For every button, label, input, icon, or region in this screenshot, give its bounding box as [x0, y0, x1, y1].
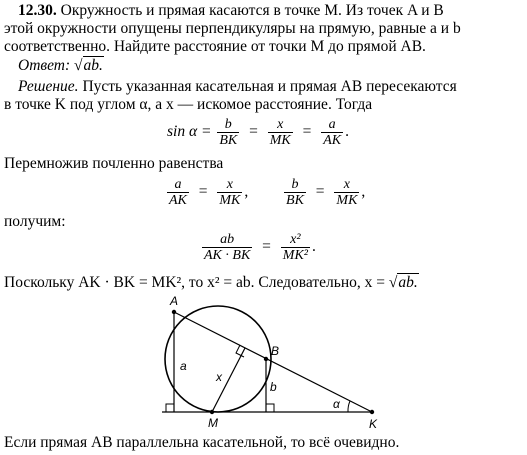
- eq1-f3-num: a: [328, 117, 336, 132]
- eq3-frac-rhs: [281, 232, 310, 263]
- secant-line-ak: [174, 312, 372, 412]
- label-x-length: x: [216, 370, 222, 384]
- eq2-b-rhs-den: MK: [336, 193, 358, 208]
- eq2-a-rhs-den: MK: [219, 193, 241, 208]
- solution-line-4: [4, 213, 66, 231]
- eq2-b-num: b: [291, 177, 299, 192]
- solution-text-5a: Поскольку AK · BK = MK², то x² = ab. Следовательно, x = √: [4, 274, 398, 291]
- solution-line-6: [4, 434, 399, 452]
- answer-radicand: ab.: [83, 57, 103, 74]
- eq2-frac-a-ak: [167, 177, 189, 208]
- right-angle-a: [166, 404, 174, 412]
- eq2-a-den: AK: [169, 193, 187, 208]
- eq2-frac-x-mk-2: [334, 177, 359, 208]
- solution-text-1: Пусть указанная касательная и прямая AB пересекаются: [82, 78, 457, 95]
- label-m-point: M: [208, 416, 218, 430]
- eq3-rhs-den: MK²: [282, 248, 308, 263]
- solution-text-4: получим:: [4, 213, 66, 230]
- eq1-frac-b-bk: [217, 117, 239, 148]
- eq1-tail: .: [345, 123, 349, 141]
- eq1-f1-num: b: [224, 117, 232, 132]
- eq2-a-rhs-num: x: [226, 177, 233, 192]
- eq3-lhs-den: AK · BK: [204, 248, 251, 263]
- label-alpha: α: [333, 397, 340, 411]
- problem-text-1: Окружность и прямая касаются в точке M. Из точек A и B: [60, 2, 444, 19]
- label-k-point: K: [369, 417, 378, 431]
- eq1-f2-den: MK: [269, 133, 291, 148]
- eq1-f1-den: BK: [219, 133, 238, 148]
- problem-line-1: [18, 2, 444, 20]
- point-b: [264, 357, 268, 361]
- solution-line-5: [4, 274, 419, 292]
- eq1-f3-den: AK: [323, 133, 342, 148]
- geometry-figure: [150, 295, 390, 431]
- eq2-a-num: a: [174, 177, 182, 192]
- answer-label: Ответ:: [18, 57, 71, 74]
- equation-pair: $\frac{a}{AK}$ = $\frac{x}{MK}$ , $\frac{b}{BK}$ = $\frac{x}{MK}$ ,: [169, 177, 366, 208]
- eq1-f2-num: x: [277, 117, 284, 132]
- problem-line-2: [4, 20, 461, 38]
- solution-line-2: [4, 96, 372, 114]
- solution-text-2: в точке K под углом α, а x — искомое расстояние. Тогда: [4, 96, 373, 113]
- problem-number: 12.30.: [18, 2, 57, 19]
- angle-arc-k: [348, 401, 350, 412]
- label-a-point: A: [170, 295, 179, 308]
- label-b-length: b: [270, 380, 277, 394]
- point-a: [172, 310, 176, 314]
- sqrt-sign: √: [74, 57, 83, 74]
- solution-label: Решение.: [18, 78, 79, 95]
- eq3-rhs-num: x²: [290, 232, 301, 247]
- eq2-frac-x-mk-1: [217, 177, 242, 208]
- label-a-length: a: [180, 359, 187, 373]
- right-angle-b: [266, 404, 274, 412]
- equation-product: $\frac{ab}{AK \cdot BK}$ = $\frac{\text{x²}}{\text{MK²}}$ .: [204, 232, 316, 263]
- solution-line-3: [4, 155, 223, 173]
- eq1-frac-a-ak: [321, 117, 343, 148]
- equation-sin: sin α = $\frac{b}{BK}$ = $\frac{x}{MK}$ = $\frac{a}{AK}$ .: [167, 117, 349, 148]
- answer-value: [74, 57, 104, 75]
- solution-text-3: Перемножив почленно равенства: [4, 155, 224, 172]
- eq2-b-rhs-num: x: [343, 177, 351, 192]
- point-m: [210, 410, 214, 414]
- eq2-frac-b-bk: [284, 177, 306, 208]
- problem-text-3: соответственно. Найдите расстояние от точки M до прямой AB.: [4, 38, 426, 55]
- point-k: [370, 410, 374, 414]
- eq1-sin: sin α =: [167, 123, 212, 141]
- label-b-point: B: [271, 344, 280, 358]
- solution-text-5b: ab.: [398, 274, 418, 291]
- eq2-b-den: BK: [286, 193, 304, 208]
- solution-line-1: [18, 78, 457, 96]
- eq3-frac-lhs: [202, 232, 252, 263]
- eq1-frac-x-mk: [268, 117, 293, 148]
- solution-text-6: Если прямая AB параллельна касательной, то всё очевидно.: [4, 434, 400, 451]
- problem-line-3: [4, 38, 426, 56]
- eq3-lhs-num: ab: [220, 232, 235, 247]
- answer-line: [18, 57, 104, 75]
- problem-text-2: этой окружности опущены перпендикуляры на прямую, равные a и b: [4, 20, 461, 37]
